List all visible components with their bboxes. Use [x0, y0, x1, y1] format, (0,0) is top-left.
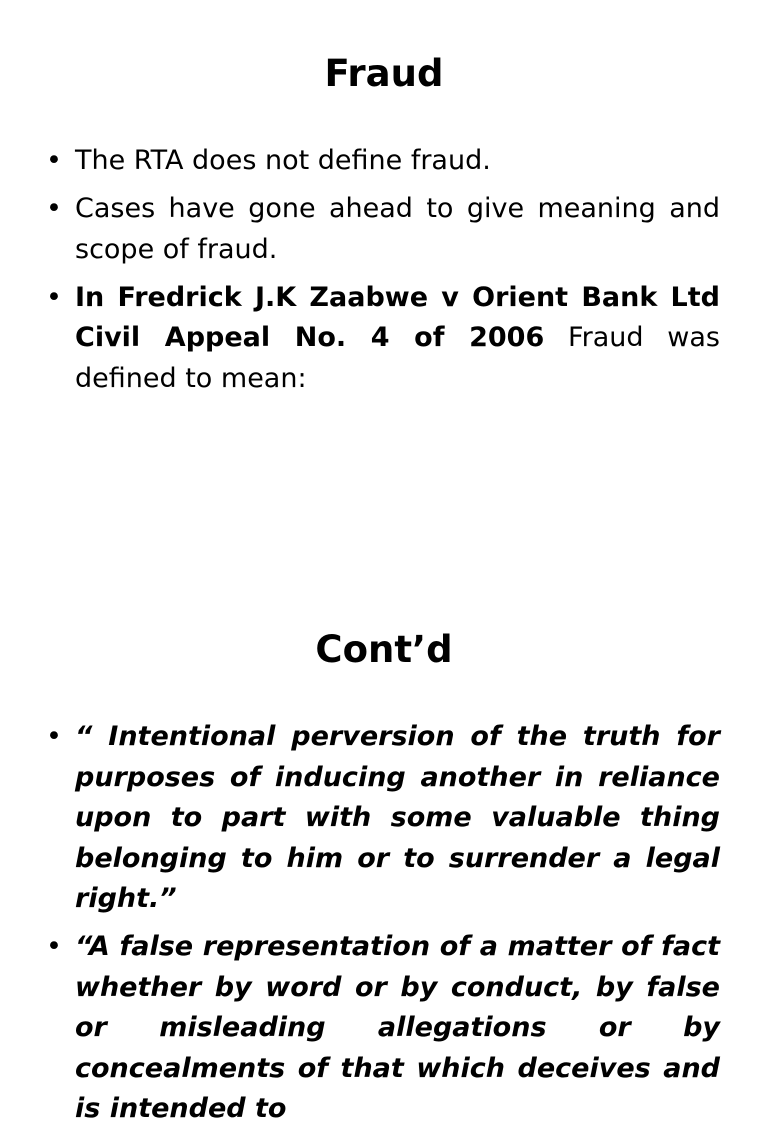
bullet-icon: • [46, 193, 62, 224]
bullet-continuation: Fraud was defined to mean: [75, 322, 720, 394]
bullet-text: The RTA does not define fraud. [75, 145, 491, 176]
slide-title: Fraud [324, 52, 444, 95]
bullet-item [46, 141, 720, 182]
bullet-icon: • [46, 931, 62, 962]
quote-text: “ Intentional perversion of the truth for purposes of inducing another in reliance upon to part with some valuable thing belonging to him or to surrender a legal right.” [75, 721, 720, 914]
bullet-item [46, 189, 720, 270]
slide-contd [0, 576, 768, 1124]
case-citation: In Fredrick J.K Zaabwe v Orient Bank Ltd Civil Appeal No. 4 of 2006 [75, 281, 720, 353]
bullet-icon: • [46, 145, 62, 176]
bullet-item [46, 927, 720, 1130]
bullet-item [46, 717, 720, 920]
slide-title: Cont’d [315, 628, 453, 671]
bullet-item [46, 278, 720, 400]
bullet-list [46, 717, 720, 1137]
quote-text: “A false representation of a matter of fact whether by word or by conduct, by false or misleading allegations or by concealments of that which deceives and is intended to [75, 931, 720, 1124]
bullet-text [75, 278, 720, 400]
bullet-icon: • [46, 721, 62, 752]
bullet-icon: • [46, 281, 62, 313]
bullet-list [46, 141, 720, 407]
bullet-text: Cases have gone ahead to give meaning and scope of fraud. [75, 193, 720, 265]
